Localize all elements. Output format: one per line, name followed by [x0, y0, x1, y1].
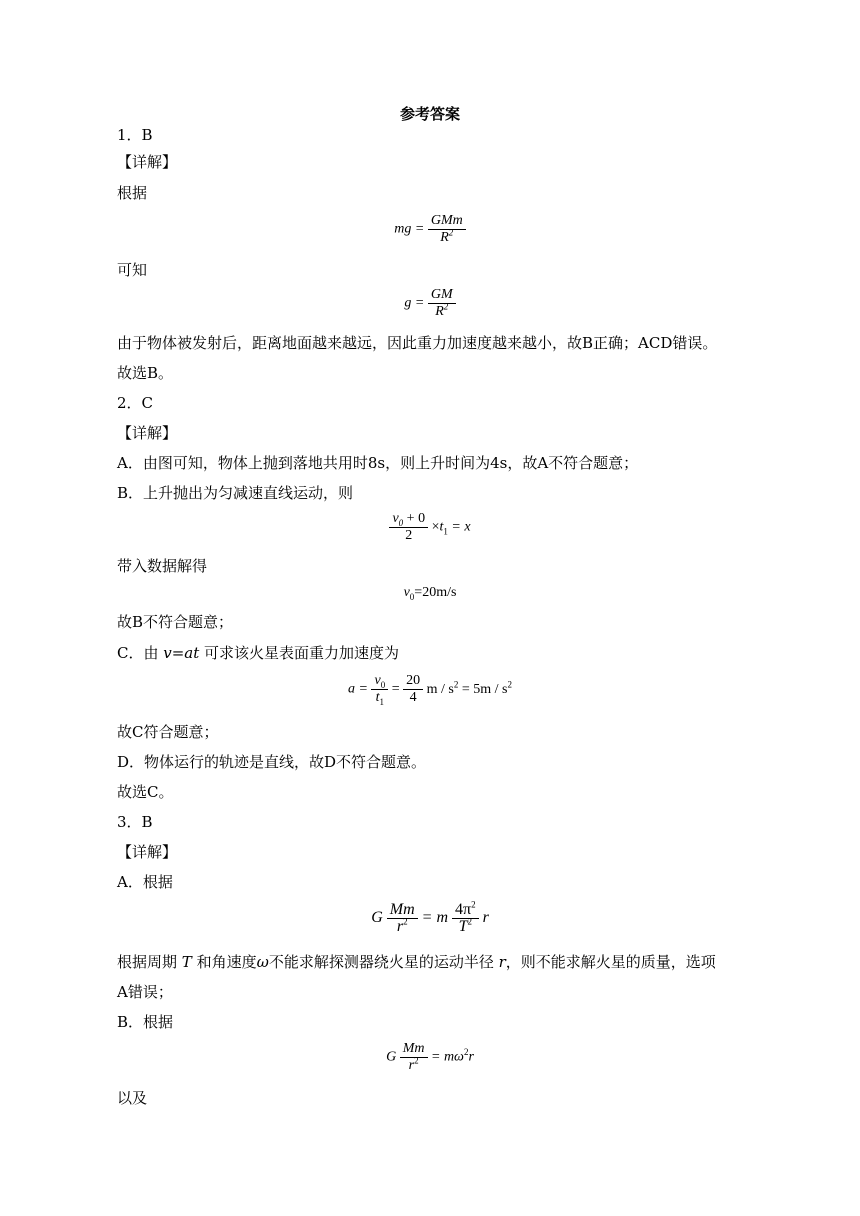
eq1-numerator: GMm — [428, 213, 466, 230]
text-line: 故选B。 — [117, 364, 174, 382]
text-line: 故B不符合题意； — [117, 613, 234, 631]
text-line: B．上升抛出为匀减速直线运动，则 — [117, 484, 354, 502]
detail-label-2: 【详解】 — [117, 424, 178, 442]
text-line: A．根据 — [117, 873, 173, 891]
text-line: D．物体运行的轨迹是直线，故D不符合题意。 — [117, 753, 427, 771]
text-line: A错误； — [117, 983, 173, 1001]
text-line: 可知 — [117, 261, 148, 279]
eq1-fraction — [428, 213, 466, 246]
eq2-lhs: g = — [404, 295, 425, 311]
answer-3-heading: 3．B — [117, 813, 153, 831]
eq6-fraction-1: $\frac{Mm}{r^2}$ — [387, 902, 418, 935]
equation-1 — [0, 213, 860, 246]
eq2-numerator: GM — [428, 287, 456, 304]
text-line: C．由 v=at 可求该火星表面重力加速度为 — [117, 644, 400, 662]
eq1-lhs: mg = — [394, 221, 425, 237]
text-line: 以及 — [117, 1089, 148, 1107]
eq3-numerator: $v_0 + 0$ — [389, 511, 428, 528]
page-title: 参考答案 — [399, 105, 460, 123]
eq1-denominator: $R^2$ — [440, 227, 454, 245]
equation-6: G $\frac{Mm}{r^2}$ = m $\frac{4\pi^2}{T^2}$ r — [371, 899, 489, 935]
equation-2 — [0, 287, 860, 320]
equation-7: G $\frac{Mm}{r^2}$ = $m\omega^2r$ — [386, 1041, 474, 1073]
text-line: 带入数据解得 — [117, 557, 208, 575]
eq7-fraction: $\frac{Mm}{r^2}$ — [400, 1041, 428, 1074]
equation-5: a = $\frac{v_0}{t_1}$ = $\frac{20}{4}$ $m / s^2 = 5m / s^2$ — [348, 673, 512, 707]
eq3-fraction — [389, 511, 428, 544]
eq5-fraction-2: $\frac{20}{4}$ — [403, 673, 423, 706]
text-line: B．根据 — [117, 1013, 174, 1031]
equation-3: $\frac{v_0 + 0}{2}$ $\times t_1 = x$ — [0, 511, 860, 544]
equation-4: $v_0=20m/s$ — [403, 585, 457, 602]
eq5-fraction-1: $\frac{v_0}{t_1}$ — [371, 673, 388, 706]
text-line: 根据 — [117, 184, 148, 202]
answer-2-heading: 2．C — [117, 394, 154, 412]
text-line: 由于物体被发射后，距离地面越来越远，因此重力加速度越来越小，故B正确；ACD错误。 — [117, 334, 718, 352]
text-line: 故选C。 — [117, 783, 174, 801]
eq6-fraction-2: $\frac{4\pi^2}{T^2}$ — [452, 902, 479, 935]
detail-label-3: 【详解】 — [117, 843, 178, 861]
text-line: A．由图可知，物体上抛到落地共用时8s，则上升时间为4s，故A不符合题意； — [117, 454, 639, 472]
eq3-denominator: 2 — [405, 528, 413, 543]
eq2-denominator: $R^2$ — [435, 301, 449, 319]
text-line: 根据周期 T 和角速度ω不能求解探测器绕火星的运动半径 r，则不能求解火星的质量，选项 — [117, 953, 716, 971]
answer-1-heading: 1．B — [117, 126, 153, 144]
eq2-fraction — [428, 287, 456, 320]
detail-label-1: 【详解】 — [117, 153, 178, 171]
text-line: 故C符合题意； — [117, 723, 219, 741]
